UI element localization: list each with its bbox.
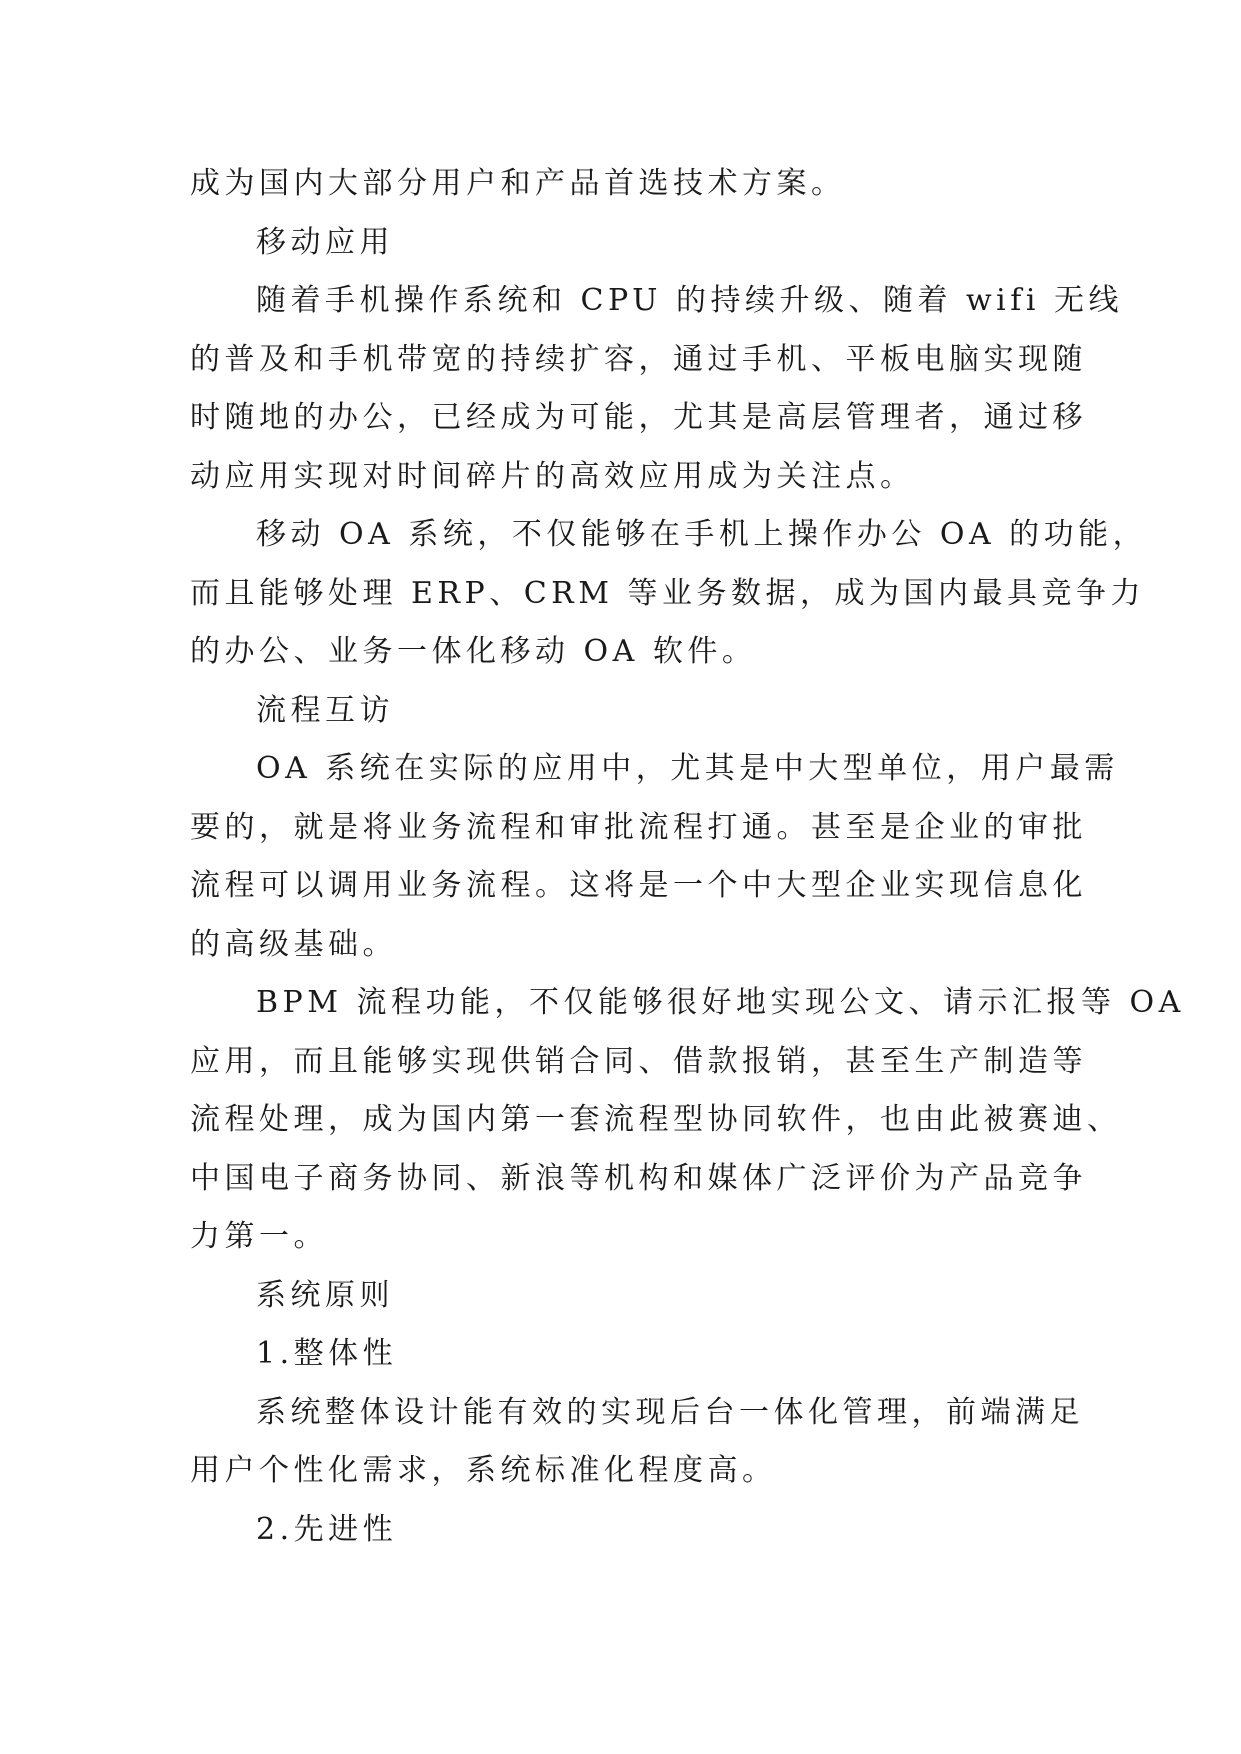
- paragraph-line: 的高级基础。: [190, 926, 397, 962]
- section-heading-system-principles: 系统原则: [256, 1277, 394, 1313]
- paragraph-line: 成为国内大部分用户和产品首选技术方案。: [190, 166, 846, 201]
- paragraph-line: 的普及和手机带宽的持续扩容，通过手机、平板电脑实现随: [190, 341, 1087, 377]
- paragraph-line: BPM 流程功能，不仅能够很好地实现公文、请示汇报等 OA: [256, 985, 1185, 1020]
- paragraph-line: 移动 OA 系统，不仅能够在手机上操作办公 OA 的功能，: [256, 517, 1148, 552]
- paragraph-line: 要的，就是将业务流程和审批流程打通。甚至是企业的审批: [190, 809, 1087, 845]
- paragraph-line: 流程处理，成为国内第一套流程型协同软件，也由此被赛迪、: [190, 1102, 1122, 1137]
- paragraph-line: 用户个性化需求，系统标准化程度高。: [190, 1453, 777, 1488]
- paragraph-line: OA 系统在实际的应用中，尤其是中大型单位，用户最需: [256, 751, 1119, 786]
- paragraph-line: 中国电子商务协同、新浪等机构和媒体广泛评价为产品竞争: [190, 1160, 1087, 1196]
- subheading-advancement: 2.先进性: [256, 1511, 398, 1547]
- paragraph-line: 而且能够处理 ERP、CRM 等业务数据，成为国内最具竞争力: [190, 575, 1146, 611]
- paragraph-line: 时随地的办公，已经成为可能，尤其是高层管理者，通过移: [190, 400, 1087, 435]
- paragraph-line: 随着手机操作系统和 CPU 的持续升级、随着 wifi 无线: [256, 283, 1124, 318]
- paragraph-line: 动应用实现对时间碎片的高效应用成为关注点。: [190, 458, 915, 494]
- document-body: [190, 155, 1185, 1559]
- section-heading-mobile-app: 移动应用: [256, 224, 394, 260]
- section-heading-process-interaccess: 流程互访: [256, 692, 394, 728]
- paragraph-line: 系统整体设计能有效的实现后台一体化管理，前端满足: [256, 1394, 1084, 1430]
- paragraph-line: 应用，而且能够实现供销合同、借款报销，甚至生产制造等: [190, 1043, 1087, 1079]
- paragraph-line: 流程可以调用业务流程。这将是一个中大型企业实现信息化: [190, 868, 1087, 903]
- subheading-integrity: 1.整体性: [256, 1336, 398, 1371]
- paragraph-line: 的办公、业务一体化移动 OA 软件。: [190, 634, 757, 669]
- paragraph-line: 力第一。: [190, 1219, 328, 1254]
